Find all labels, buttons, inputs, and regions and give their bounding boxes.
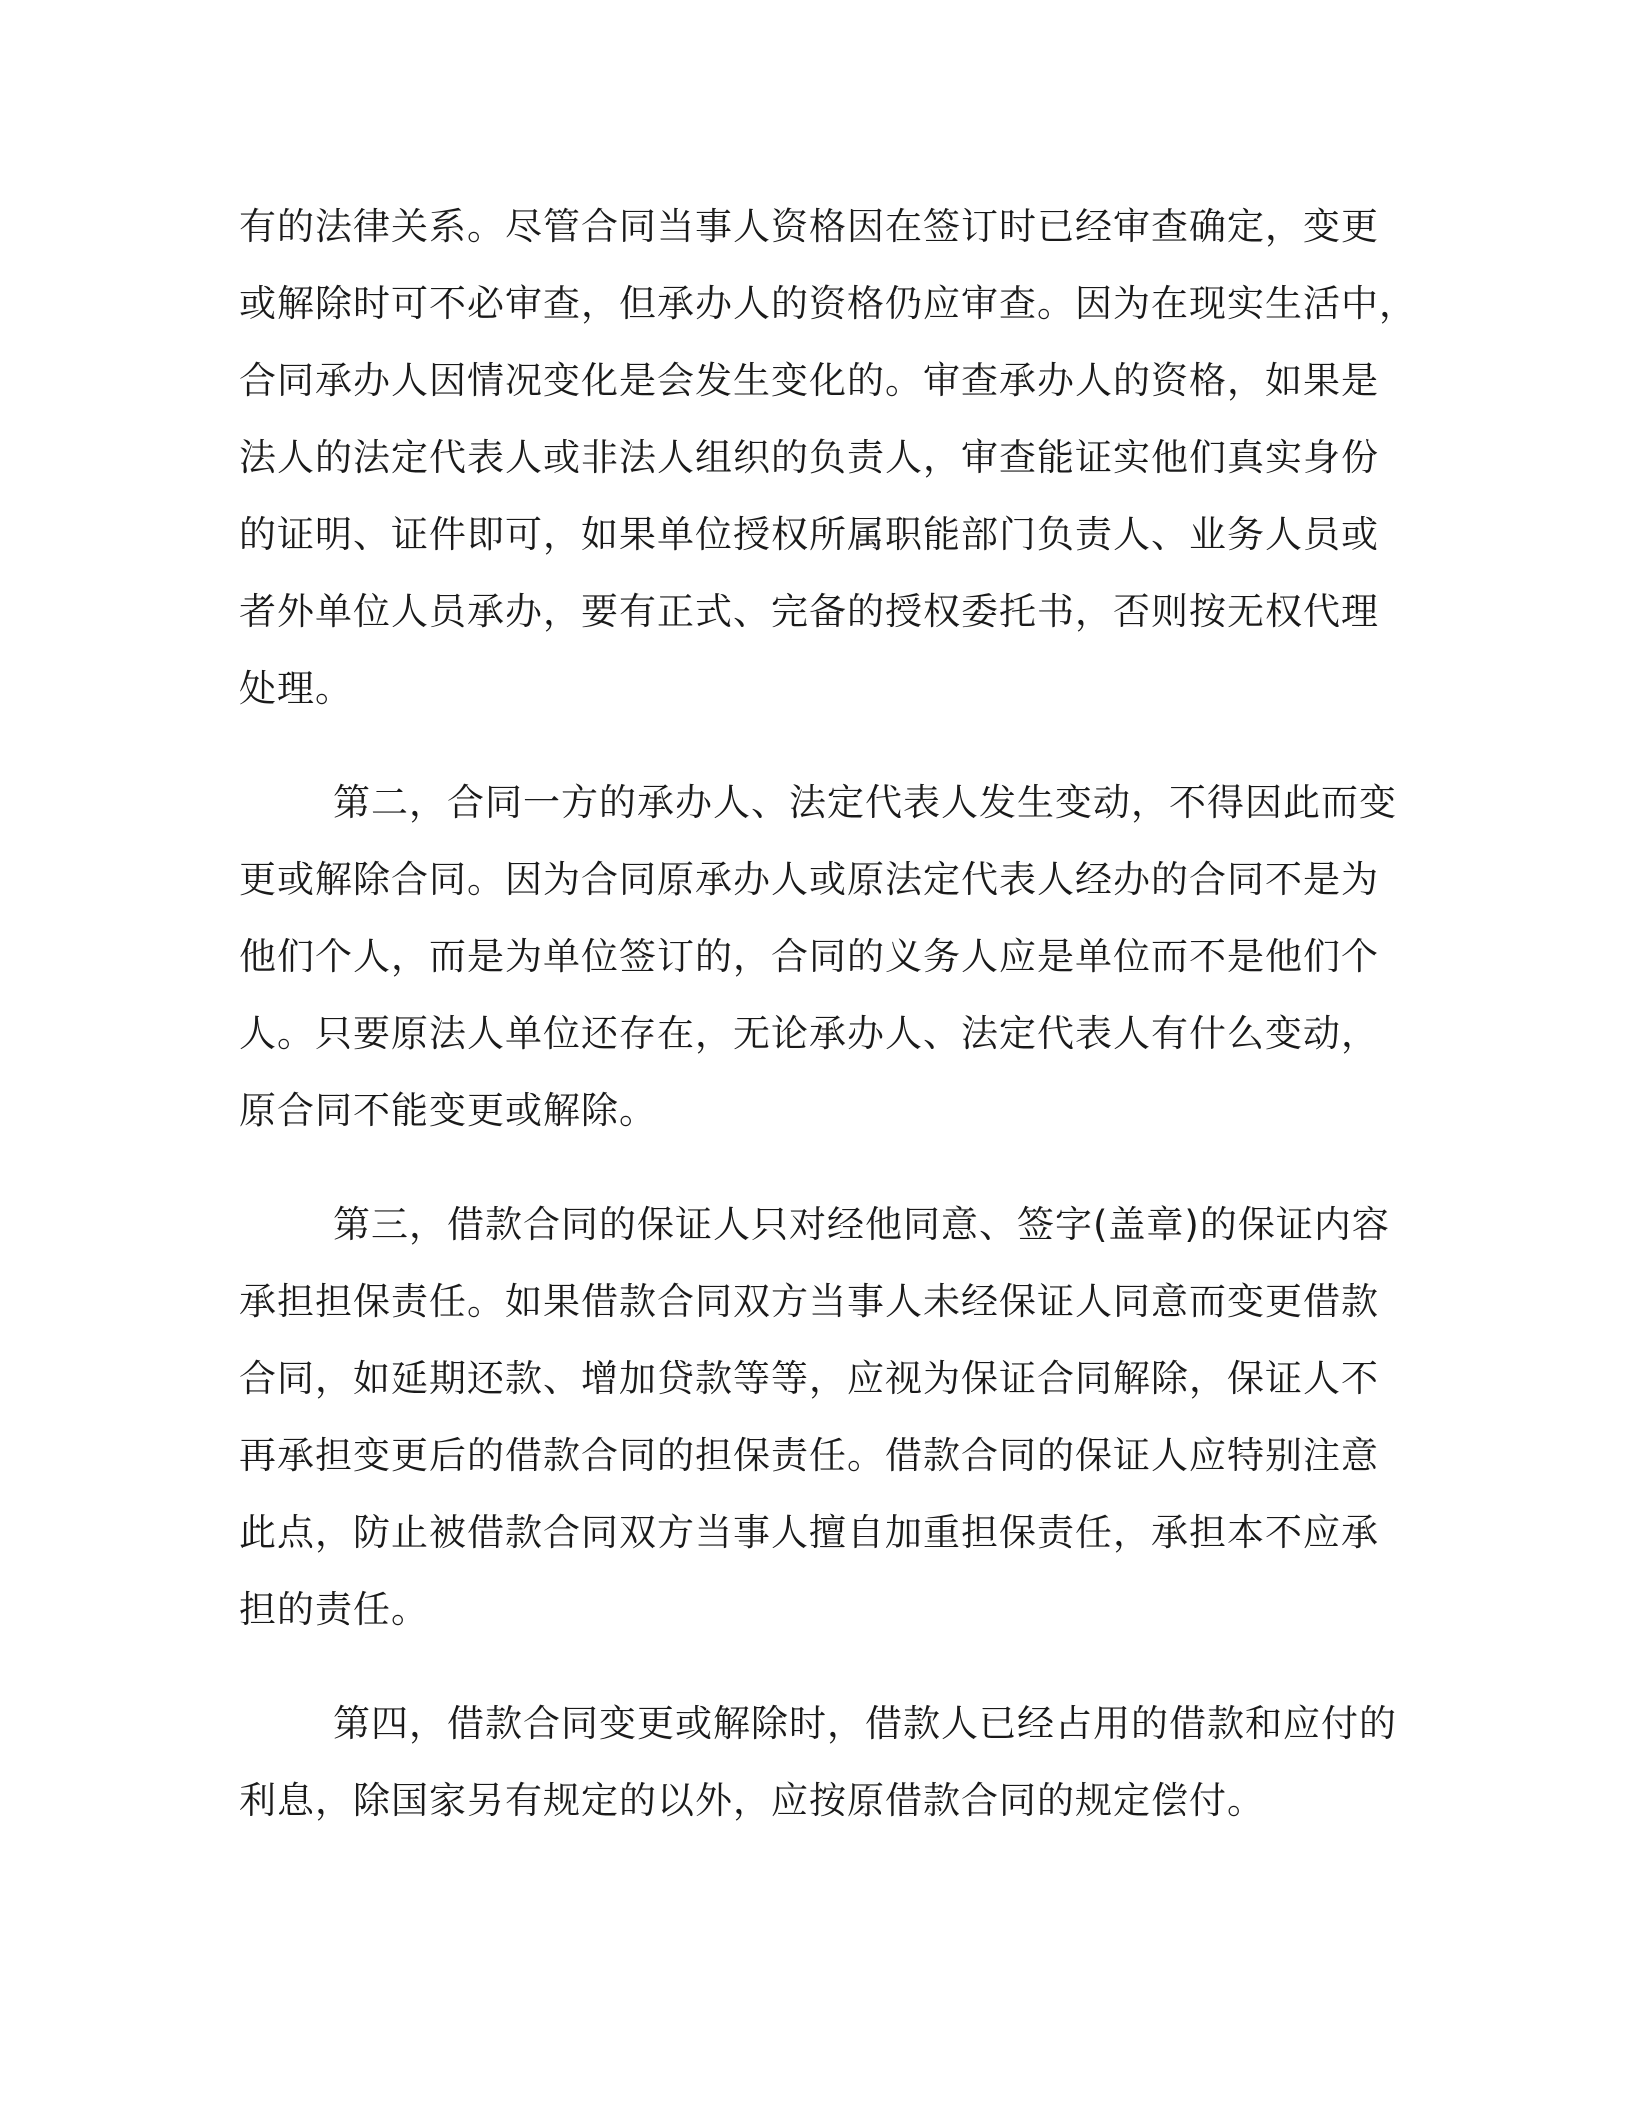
- text-line: 他们个人，而是为单位签订的，合同的义务人应是单位而不是他们个: [239, 935, 1379, 978]
- text-line: 者外单位人员承办，要有正式、完备的授权委托书，否则按无权代理: [239, 590, 1379, 633]
- text-line: 第三，借款合同的保证人只对经他同意、签字(盖章)的保证内容: [333, 1203, 1390, 1246]
- paragraph-fourth: [239, 1685, 1397, 1839]
- text-line: 此点，防止被借款合同双方当事人擅自加重担保责任，承担本不应承: [239, 1511, 1379, 1554]
- text-line: 第二，合同一方的承办人、法定代表人发生变动，不得因此而变: [333, 781, 1397, 824]
- text-line: 原合同不能变更或解除。: [239, 1089, 657, 1132]
- text-line: 法人的法定代表人或非法人组织的负责人，审查能证实他们真实身份: [239, 436, 1379, 479]
- text-line: 人。只要原法人单位还存在，无论承办人、法定代表人有什么变动，: [239, 1012, 1379, 1055]
- text-line: 处理。: [239, 667, 353, 710]
- paragraph-continuation: [239, 188, 1417, 727]
- text-line: 承担担保责任。如果借款合同双方当事人未经保证人同意而变更借款: [239, 1280, 1379, 1323]
- text-line: 利息，除国家另有规定的以外，应按原借款合同的规定偿付。: [239, 1779, 1265, 1822]
- paragraph-second: [239, 764, 1397, 1149]
- text-line: 第四，借款合同变更或解除时，借款人已经占用的借款和应付的: [333, 1702, 1397, 1745]
- paragraph-third: [239, 1186, 1390, 1648]
- text-line: 再承担变更后的借款合同的担保责任。借款合同的保证人应特别注意: [239, 1434, 1379, 1477]
- text-line: 合同承办人因情况变化是会发生变化的。审查承办人的资格，如果是: [239, 359, 1379, 402]
- text-line: 的证明、证件即可，如果单位授权所属职能部门负责人、业务人员或: [239, 513, 1379, 556]
- body-text: [239, 188, 1417, 1839]
- text-line: 或解除时可不必审查，但承办人的资格仍应审查。因为在现实生活中，: [239, 282, 1417, 325]
- text-line: 有的法律关系。尽管合同当事人资格因在签订时已经审查确定，变更: [239, 205, 1379, 248]
- text-line: 合同，如延期还款、增加贷款等等，应视为保证合同解除，保证人不: [239, 1357, 1379, 1400]
- text-line: 担的责任。: [239, 1588, 429, 1631]
- text-line: 更或解除合同。因为合同原承办人或原法定代表人经办的合同不是为: [239, 858, 1379, 901]
